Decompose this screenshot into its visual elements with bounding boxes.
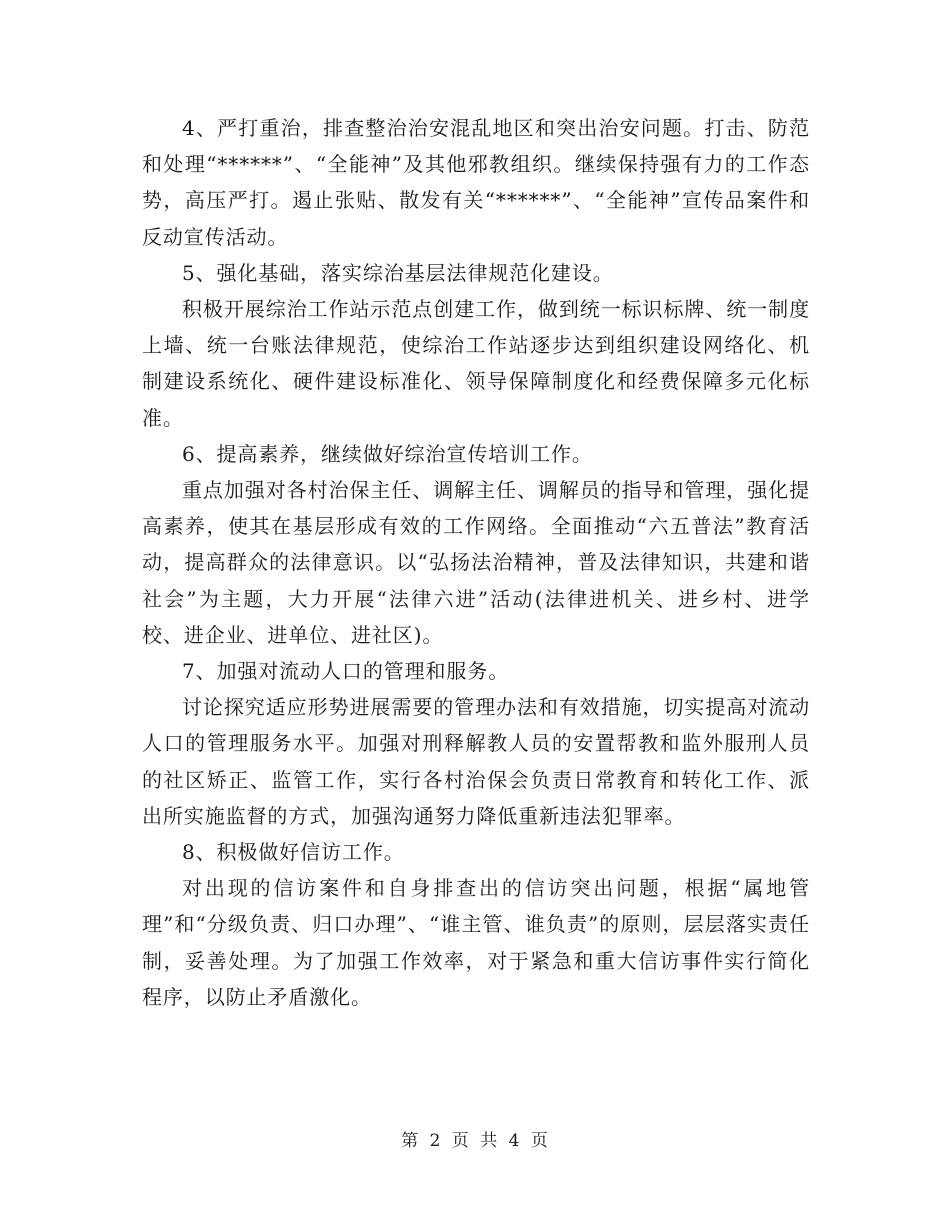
page-footer: 第 2 页 共 4 页 [401, 1131, 549, 1151]
document-body [142, 110, 810, 1015]
paragraph-item-4: 4、严打重治，排查整治治安混乱地区和突出治安问题。打击、防范和处理“******”、“全能神”及其他邪教组织。继续保持强有力的工作态势，高压严打。遏止张贴、散发有关“******”、“全能神”宣传品案件和反动宣传活动。 [142, 116, 810, 249]
section-heading-6: 6、提高素养，继续做好综治宣传培训工作。 [182, 441, 593, 466]
section-heading-7: 7、加强对流动人口的管理和服务。 [182, 659, 510, 684]
paragraph-body-5: 积极开展综治工作站示范点创建工作，做到统一标识标牌、统一制度上墙、统一台账法律规范，使综治工作站逐步达到组织建设网络化、机制建设系统化、硬件建设标准化、领导保障制度化和经费保障多元化标准。 [142, 297, 810, 430]
paragraph-body-7: 讨论探究适应形势进展需要的管理办法和有效措施，切实提高对流动人口的管理服务水平。加强对刑释解教人员的安置帮教和监外服刑人员的社区矫正、监管工作，实行各村治保会负责日常教育和转化工作、派出所实施监督的方式，加强沟通努力降低重新违法犯罪率。 [142, 695, 810, 828]
paragraph-body-6: 重点加强对各村治保主任、调解主任、调解员的指导和管理，强化提高素养，使其在基层形成有效的工作网络。全面推动“六五普法”教育活动，提高群众的法律意识。以“弘扬法治精神，普及法律知识，共建和谐社会”为主题，大力开展“法律六进”活动(法律进机关、进乡村、进学校、进企业、进单位、进社区)。 [142, 478, 810, 647]
section-heading-8: 8、积极做好信访工作。 [182, 840, 405, 865]
section-heading-5: 5、强化基础，落实综治基层法律规范化建设。 [182, 260, 614, 285]
paragraph-body-8: 对出现的信访案件和自身排查出的信访突出问题，根据“属地管理”和“分级负责、归口办理”、“谁主管、谁负责”的原则，层层落实责任制，妥善处理。为了加强工作效率，对于紧急和重大信访事件实行简化程序，以防止矛盾激化。 [142, 876, 810, 1009]
